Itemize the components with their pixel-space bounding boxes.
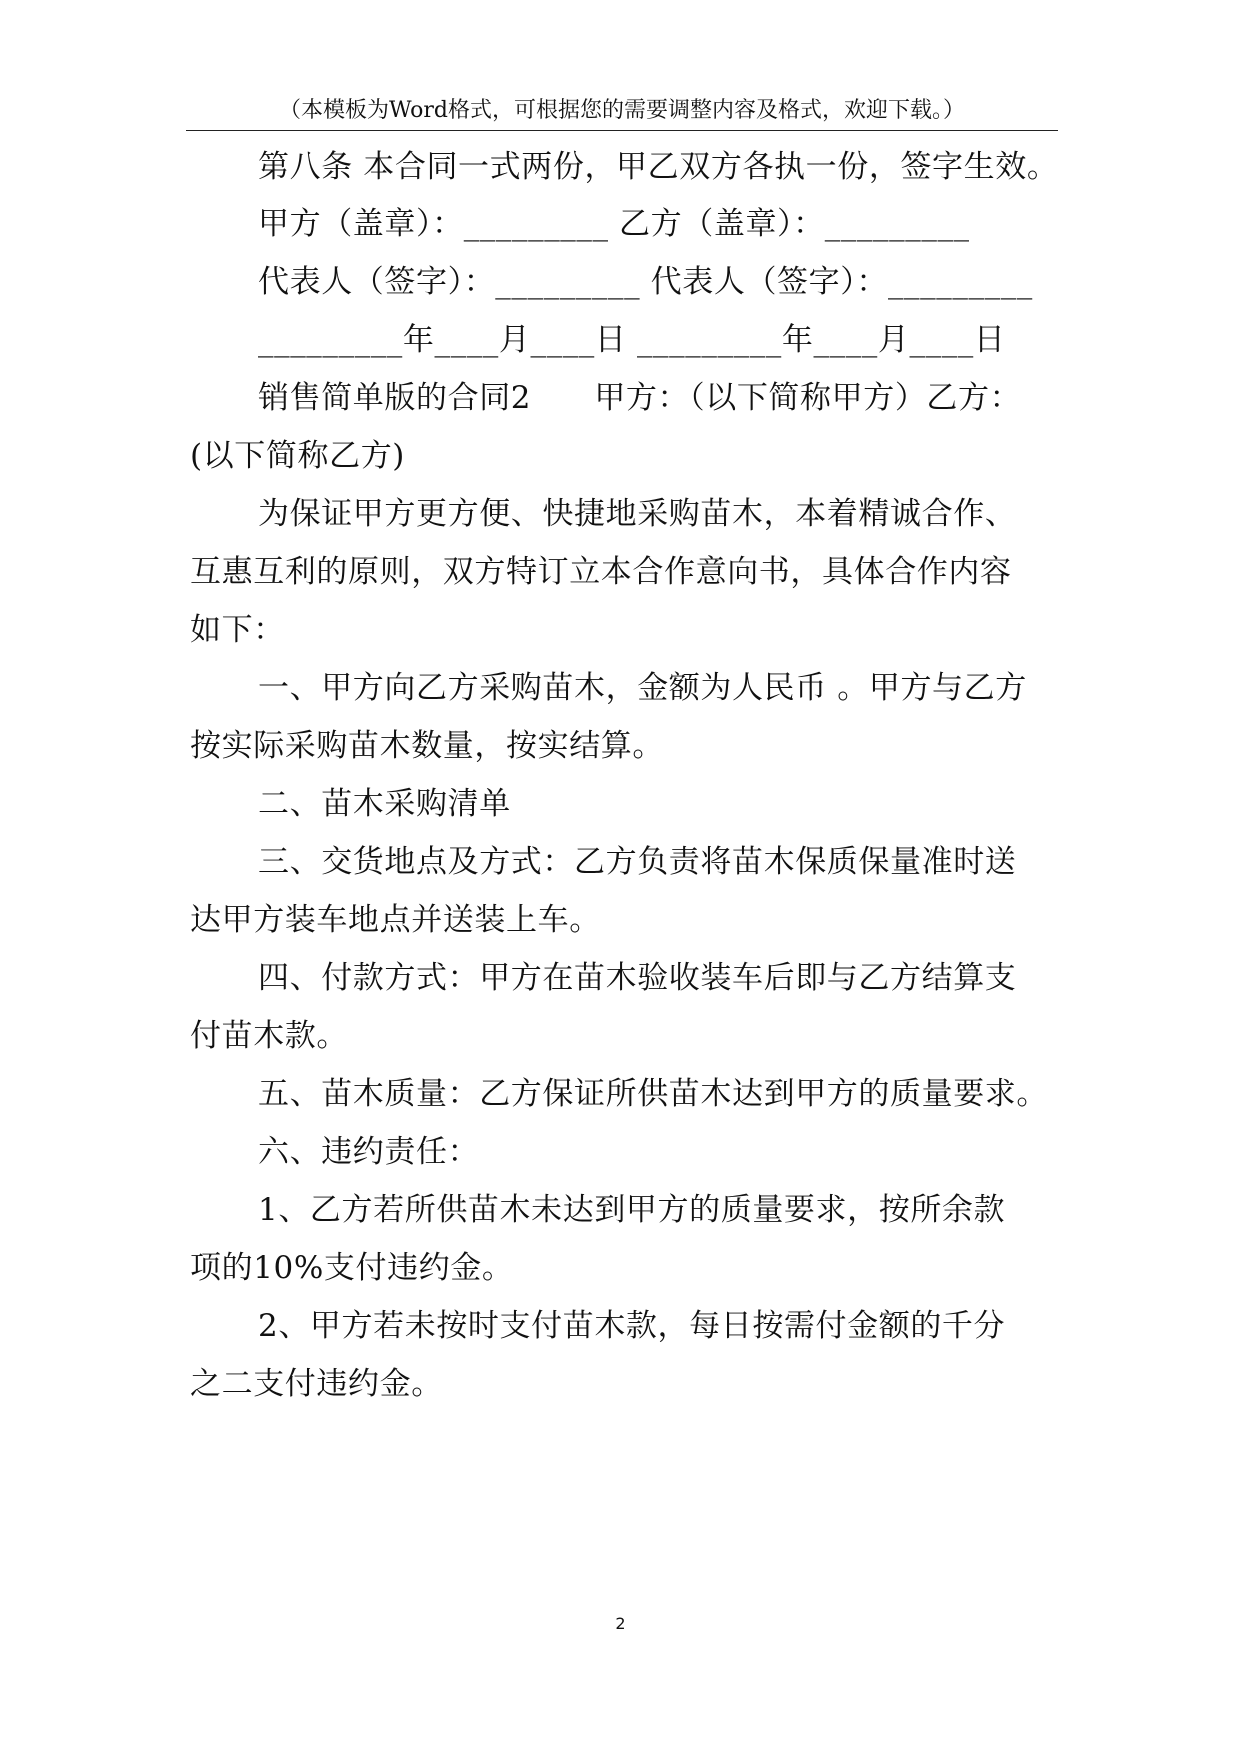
header-divider [186,130,1058,131]
body-line: 为保证甲方更方便、快捷地采购苗木，本着精诚合作、 [258,496,1017,532]
body-line: 如下： [190,612,285,648]
body-line: 一、甲方向乙方采购苗木，金额为人民币 。甲方与乙方 [258,670,1027,706]
body-line: 甲方（盖章）：_________ 乙方（盖章）：_________ [258,206,970,242]
body-line: (以下简称乙方) [190,438,405,474]
body-line: 五、苗木质量：乙方保证所供苗木达到甲方的质量要求。 [258,1076,1048,1112]
body-line: 互惠互利的原则，双方特订立本合作意向书，具体合作内容 [190,554,1012,590]
body-line: 2、甲方若未按时支付苗木款，每日按需付金额的千分 [258,1308,1006,1344]
page-number: 2 [615,1614,626,1633]
body-line: 四、付款方式：甲方在苗木验收装车后即与乙方结算支 [258,960,1017,996]
body-line: 销售简单版的合同2 甲方：（以下简称甲方）乙方： [258,380,1022,416]
body-line: 达甲方装车地点并送装上车。 [190,902,601,938]
body-line: 按实际采购苗木数量，按实结算。 [190,728,664,764]
body-line: 第八条 本合同一式两份，甲乙双方各执一份，签字生效。 [258,149,1059,185]
body-line: 1、乙方若所供苗木未达到甲方的质量要求，按所余款 [258,1192,1006,1228]
body-line: 二、苗木采购清单 [258,786,511,822]
body-line: 之二支付违约金。 [190,1366,443,1402]
body-line: 付苗木款。 [190,1018,348,1054]
header-note: （本模板为Word格式，可根据您的需要调整内容及格式，欢迎下载。） [279,98,965,123]
body-line: 三、交货地点及方式：乙方负责将苗木保质保量准时送 [258,844,1017,880]
body-line: 项的10%支付违约金。 [190,1250,514,1286]
body-line: 代表人（签字）：_________ 代表人（签字）：_________ [258,264,1033,300]
body-line: _________年____月____日 _________年____月____日 [258,322,1006,358]
body-line: 六、违约责任： [258,1134,480,1170]
